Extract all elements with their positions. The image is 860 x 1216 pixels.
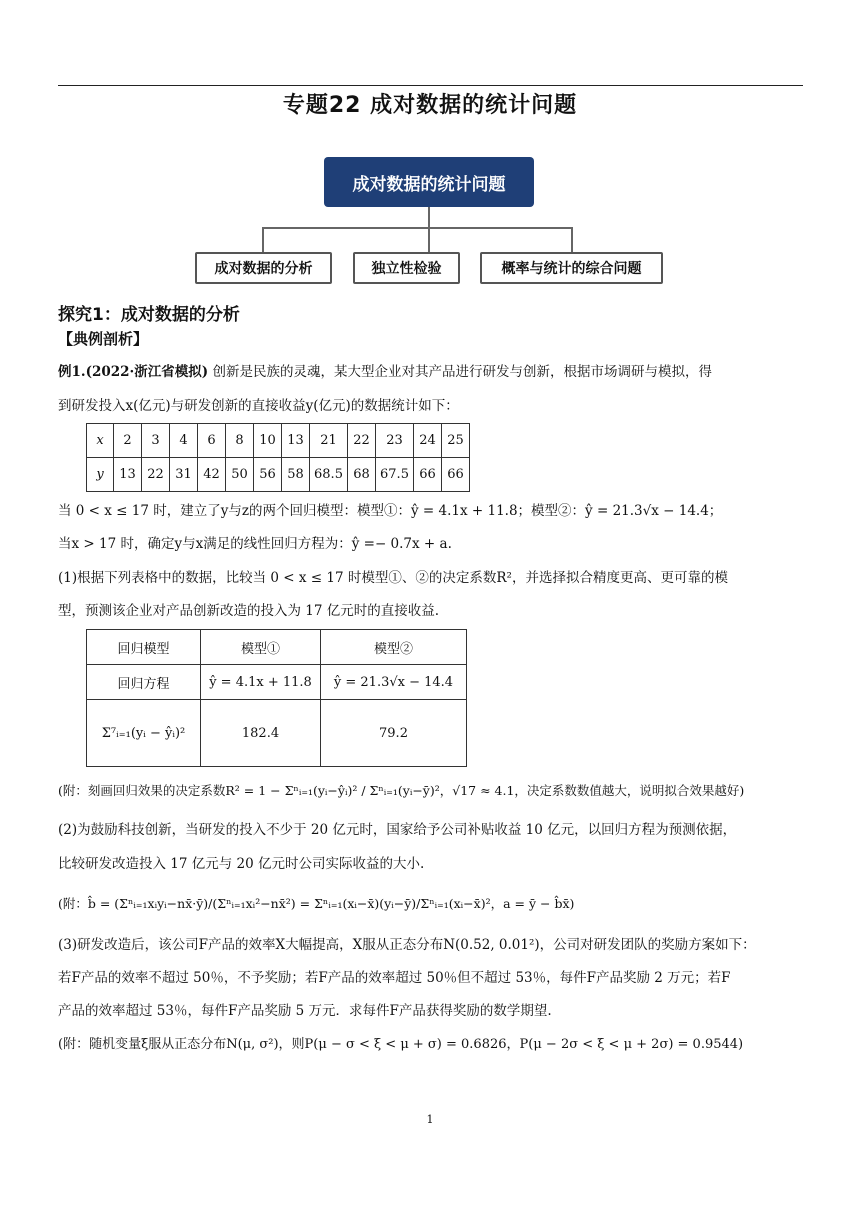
table-cell: 68 <box>348 458 376 492</box>
table-cell: 67.5 <box>376 458 414 492</box>
question-3-line3: 产品的效率超过 53％，每件F产品奖励 5 万元．求每件F产品获得奖励的数学期望. <box>58 1003 552 1019</box>
table-cell: 66 <box>414 458 442 492</box>
model-table-header <box>87 630 467 665</box>
data-table-row-y <box>87 458 470 492</box>
table-cell: x <box>87 424 114 458</box>
table-cell: 182.4 <box>201 700 321 767</box>
table-cell: 31 <box>170 458 198 492</box>
table-cell: 24 <box>414 424 442 458</box>
table-cell: y <box>87 458 114 492</box>
note-1: (附：刻画回归效果的决定系数R² = 1 − Σⁿᵢ₌₁(yᵢ−ŷᵢ)² / Σⁿᵢ₌₁(yᵢ−ȳ)²，√17 ≈ 4.1，决定系数数值越大，说明拟合效果越好) <box>58 783 745 798</box>
question-3-line1: (3)研发改造后，该公司F产品的效率X大幅提高，X服从正态分布N(0.52, 0.01²)，公司对研发团队的奖励方案如下： <box>58 937 756 953</box>
table-cell: 68.5 <box>310 458 348 492</box>
linear-line: 当x > 17 时，确定y与x满足的线性回归方程为：ŷ =− 0.7x + a. <box>58 536 452 552</box>
table-cell: 58 <box>282 458 310 492</box>
example-intro: 创新是民族的灵魂，某大型企业对其产品进行研发与创新，根据市场调研与模拟，得 <box>212 364 712 380</box>
data-table-row-x <box>87 424 470 458</box>
table-cell: 79.2 <box>321 700 467 767</box>
table-header-cell: 回归模型 <box>87 630 201 665</box>
table-header-cell: 模型② <box>321 630 467 665</box>
question-3-line2: 若F产品的效率不超过 50％，不予奖励；若F产品的效率超过 50％但不超过 53％，每件F产品奖励 2 万元；若F <box>58 970 731 986</box>
model-table-row <box>87 700 467 767</box>
table-cell: ŷ = 4.1x + 11.8 <box>201 665 321 700</box>
example-intro-line1 <box>58 362 803 382</box>
subheading: 【典例剖析】 <box>58 330 149 348</box>
table-cell: Σ⁷ᵢ₌₁(yᵢ − ŷᵢ)² <box>87 700 201 767</box>
top-rule <box>58 85 803 86</box>
table-cell: 10 <box>254 424 282 458</box>
mindmap-connector <box>262 227 573 229</box>
table-cell: ŷ = 21.3√x − 14.4 <box>321 665 467 700</box>
table-cell: 6 <box>198 424 226 458</box>
mindmap-connector <box>571 227 573 252</box>
example-label: 例1.(2022·浙江省模拟) <box>58 364 209 380</box>
table-cell: 回归方程 <box>87 665 201 700</box>
table-cell: 50 <box>226 458 254 492</box>
table-header-cell: 模型① <box>201 630 321 665</box>
table-cell: 22 <box>348 424 376 458</box>
mindmap-child-analysis: 成对数据的分析 <box>195 252 332 284</box>
table-cell: 8 <box>226 424 254 458</box>
table-cell: 21 <box>310 424 348 458</box>
mindmap-root: 成对数据的统计问题 <box>324 157 534 207</box>
note-3: (附：随机变量ξ服从正态分布N(μ, σ²)，则P(μ − σ < ξ < μ + σ) = 0.6826，P(μ − 2σ < ξ < μ + 2σ) = 0.9544) <box>58 1037 744 1052</box>
mindmap-connector <box>262 227 264 252</box>
table-cell: 66 <box>442 458 470 492</box>
table-cell: 4 <box>170 424 198 458</box>
page-number: 1 <box>426 1113 434 1126</box>
table-cell: 13 <box>114 458 142 492</box>
table-cell: 42 <box>198 458 226 492</box>
table-cell: 13 <box>282 424 310 458</box>
question-2-line2: 比较研发改造投入 17 亿元与 20 亿元时公司实际收益的大小. <box>58 856 425 872</box>
mindmap-connector <box>428 207 430 227</box>
mindmap-child-independence: 独立性检验 <box>353 252 460 284</box>
question-1-line2: 型，预测该企业对产品创新改造的投入为 17 亿元时的直接收益. <box>58 603 440 619</box>
model-line: 当 0 < x ≤ 17 时，建立了y与z的两个回归模型：模型①：ŷ = 4.1x + 11.8；模型②：ŷ = 21.3√x − 14.4； <box>58 503 723 519</box>
table-cell: 23 <box>376 424 414 458</box>
table-cell: 22 <box>142 458 170 492</box>
question-2-line1: (2)为鼓励科技创新，当研发的投入不少于 20 亿元时，国家给予公司补贴收益 10 亿元，以回归方程为预测依据， <box>58 822 737 838</box>
note-2: (附：b̂ = (Σⁿᵢ₌₁xᵢyᵢ−nx̄·ȳ)/(Σⁿᵢ₌₁xᵢ²−nx̄²) = Σⁿᵢ₌₁(xᵢ−x̄)(yᵢ−ȳ)/Σⁿᵢ₌₁(xᵢ−x̄)²，a = ȳ − b̂x̄) <box>58 896 575 911</box>
model-table-row <box>87 665 467 700</box>
mindmap-connector <box>428 227 430 252</box>
table-cell: 56 <box>254 458 282 492</box>
example-intro-line2: 到研发投入x(亿元)与研发创新的直接收益y(亿元)的数据统计如下： <box>58 398 459 414</box>
table-cell: 3 <box>142 424 170 458</box>
mindmap-child-comprehensive: 概率与统计的综合问题 <box>480 252 663 284</box>
table-cell: 2 <box>114 424 142 458</box>
table-cell: 25 <box>442 424 470 458</box>
page-title: 专题22 成对数据的统计问题 <box>282 93 578 118</box>
section-heading: 探究1：成对数据的分析 <box>58 305 240 325</box>
question-1-line1: (1)根据下列表格中的数据，比较当 0 < x ≤ 17 时模型①、②的决定系数R²，并选择拟合精度更高、更可靠的模 <box>58 570 728 586</box>
model-table <box>86 629 467 767</box>
data-table <box>86 423 470 492</box>
